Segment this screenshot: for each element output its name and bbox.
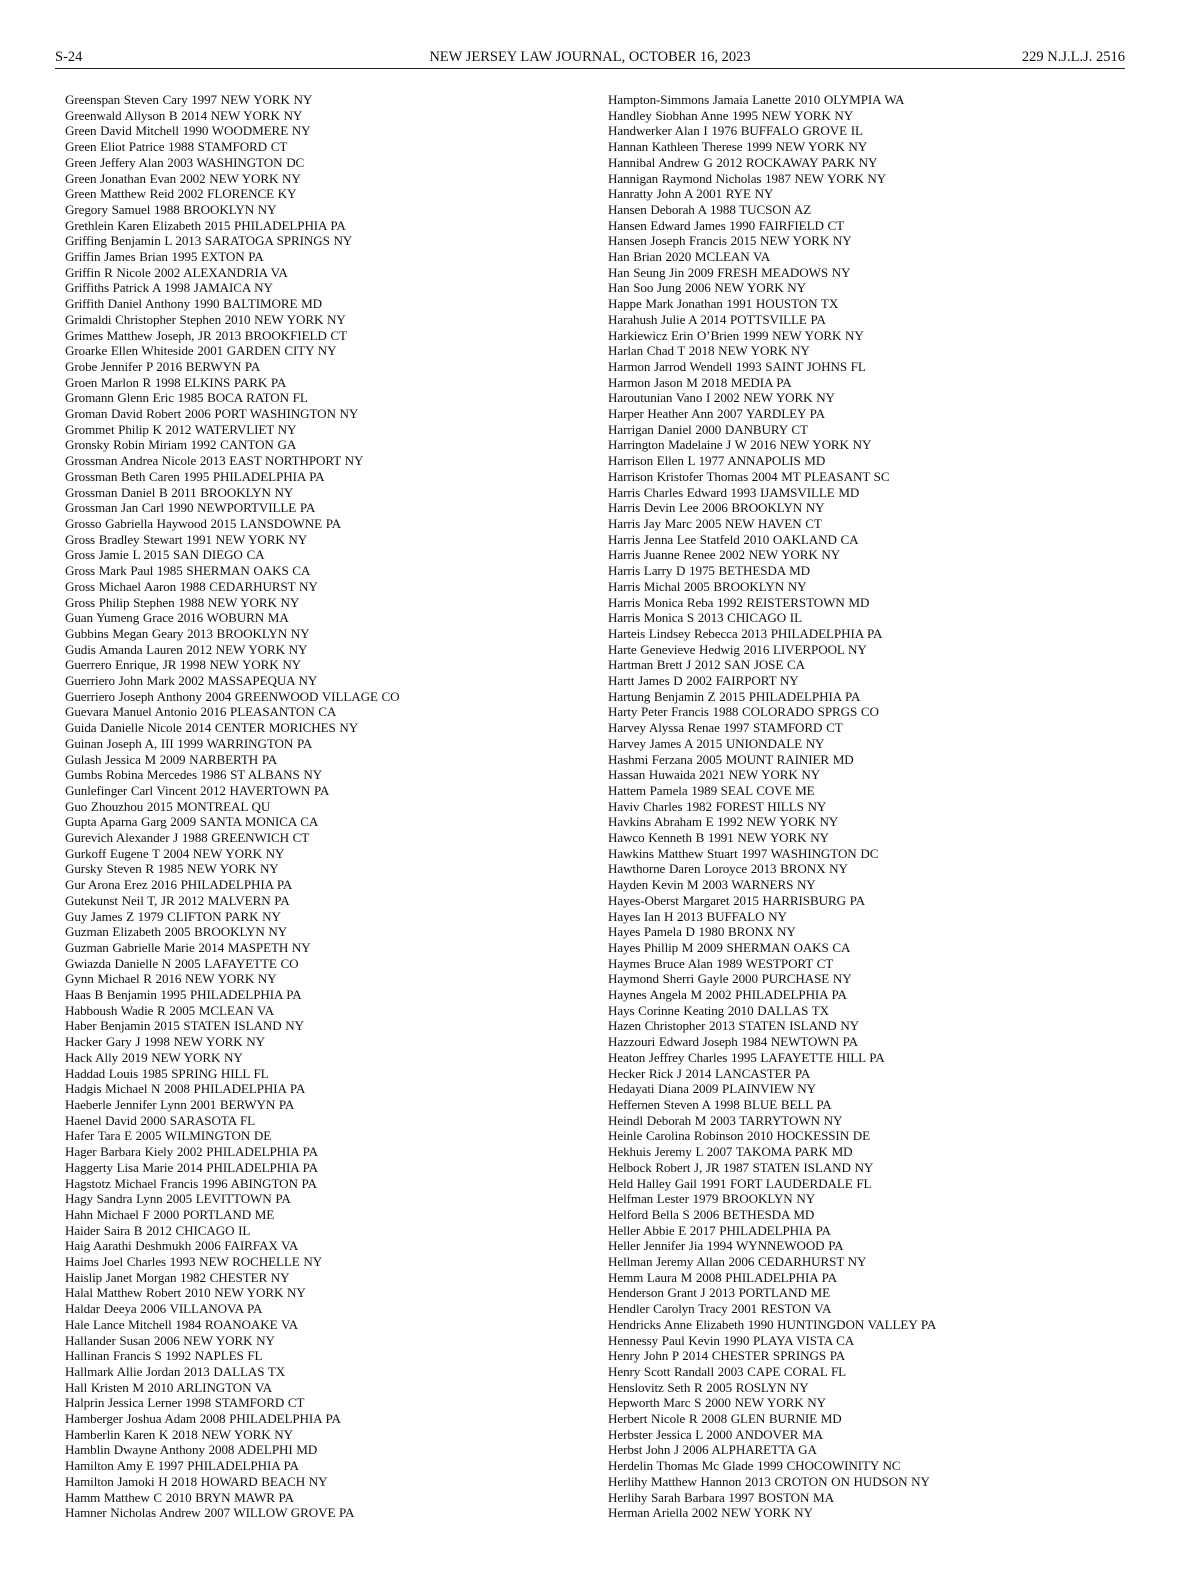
attorney-entry: Gross Jamie L 2015 SAN DIEGO CA [65,547,265,563]
attorney-entry: Hendler Carolyn Tracy 2001 RESTON VA [608,1301,832,1317]
attorney-entry: Gronsky Robin Miriam 1992 CANTON GA [65,437,297,453]
attorney-entry: Guo Zhouzhou 2015 MONTREAL QU [65,798,271,814]
attorney-entry: Guevara Manuel Antonio 2016 PLEASANTON CA [65,704,337,720]
right-column-list [608,92,936,1521]
attorney-entry: Herbert Nicole R 2008 GLEN BURNIE MD [608,1411,842,1427]
attorney-entry: Guida Danielle Nicole 2014 CENTER MORICHES NY [65,720,359,736]
attorney-entry: Gwiazda Danielle N 2005 LAFAYETTE CO [65,955,299,971]
attorney-entry: Heller Jennifer Jia 1994 WYNNEWOOD PA [608,1238,844,1254]
attorney-entry: Hale Lance Mitchell 1984 ROANOAKE VA [65,1316,298,1332]
attorney-entry: Harris Monica S 2013 CHICAGO IL [608,610,802,626]
attorney-entry: Hazen Christopher 2013 STATEN ISLAND NY [608,1018,860,1034]
attorney-entry: Herman Ariella 2002 NEW YORK NY [608,1505,813,1521]
attorney-entry: Hall Kristen M 2010 ARLINGTON VA [65,1379,272,1395]
attorney-entry: Harmon Jason M 2018 MEDIA PA [608,374,792,390]
attorney-entry: Hallinan Francis S 1992 NAPLES FL [65,1348,263,1364]
attorney-entry: Harte Genevieve Hedwig 2016 LIVERPOOL NY [608,641,867,657]
attorney-entry: Green Matthew Reid 2002 FLORENCE KY [65,186,297,202]
attorney-entry: Hayes-Oberst Margaret 2015 HARRISBURG PA [608,892,865,908]
attorney-entry: Herbst John J 2006 ALPHARETTA GA [608,1442,817,1458]
attorney-entry: Happe Mark Jonathan 1991 HOUSTON TX [608,296,839,312]
attorney-entry: Herbster Jessica L 2000 ANDOVER MA [608,1426,823,1442]
attorney-entry: Hadgis Michael N 2008 PHILADELPHIA PA [65,1081,306,1097]
attorney-entry: Griffiths Patrick A 1998 JAMAICA NY [65,280,273,296]
attorney-entry: Hallander Susan 2006 NEW YORK NY [65,1332,275,1348]
attorney-entry: Gross Philip Stephen 1988 NEW YORK NY [65,594,300,610]
attorney-entry: Hayes Ian H 2013 BUFFALO NY [608,908,787,924]
attorney-entry: Helbock Robert J, JR 1987 STATEN ISLAND NY [608,1159,874,1175]
attorney-entry: Hartung Benjamin Z 2015 PHILADELPHIA PA [608,688,861,704]
attorney-entry: Haggerty Lisa Marie 2014 PHILADELPHIA PA [65,1159,318,1175]
attorney-entry: Gross Bradley Stewart 1991 NEW YORK NY [65,531,308,547]
attorney-entry: Han Brian 2020 MCLEAN VA [608,249,771,265]
attorney-entry: Haroutunian Vano I 2002 NEW YORK NY [608,390,835,406]
attorney-entry: Gursky Steven R 1985 NEW YORK NY [65,861,279,877]
attorney-entry: Gunlefinger Carl Vincent 2012 HAVERTOWN PA [65,782,330,798]
attorney-entry: Harvey Alyssa Renae 1997 STAMFORD CT [608,720,843,736]
attorney-entry: Heller Abbie E 2017 PHILADELPHIA PA [608,1222,831,1238]
attorney-entry: Hamilton Jamoki H 2018 HOWARD BEACH NY [65,1473,328,1489]
attorney-entry: Guinan Joseph A, III 1999 WARRINGTON PA [65,735,313,751]
attorney-entry: Harris Jay Marc 2005 NEW HAVEN CT [608,515,822,531]
attorney-entry: Haldar Deeya 2006 VILLANOVA PA [65,1301,263,1317]
attorney-entry: Gregory Samuel 1988 BROOKLYN NY [65,201,277,217]
attorney-entry: Guzman Gabrielle Marie 2014 MASPETH NY [65,939,311,955]
attorney-entry: Groarke Ellen Whiteside 2001 GARDEN CITY NY [65,343,337,359]
attorney-entry: Hawco Kenneth B 1991 NEW YORK NY [608,830,829,846]
attorney-entry: Hekhuis Jeremy L 2007 TAKOMA PARK MD [608,1144,853,1160]
attorney-entry: Heffernen Steven A 1998 BLUE BELL PA [608,1097,832,1112]
attorney-entry: Hacker Gary J 1998 NEW YORK NY [65,1034,265,1050]
attorney-entry: Henry John P 2014 CHESTER SPRINGS PA [608,1348,846,1364]
attorney-entry: Haviv Charles 1982 FOREST HILLS NY [608,798,827,814]
attorney-entry: Handwerker Alan I 1976 BUFFALO GROVE IL [608,123,863,139]
attorney-entry: Haims Joel Charles 1993 NEW ROCHELLE NY [65,1254,323,1270]
attorney-entry: Guerriero Joseph Anthony 2004 GREENWOOD VILLAGE CO [65,688,400,704]
attorney-entry: Gross Mark Paul 1985 SHERMAN OAKS CA [65,563,311,579]
attorney-entry: Hawkins Matthew Stuart 1997 WASHINGTON DC [608,845,879,861]
citation: 229 N.J.L.J. 2516 [1021,49,1125,65]
attorney-entry: Hellman Jeremy Allan 2006 CEDARHURST NY [608,1254,867,1270]
attorney-entry: Haig Aarathi Deshmukh 2006 FAIRFAX VA [65,1238,299,1254]
left-column-list [65,92,400,1521]
attorney-entry: Hamner Nicholas Andrew 2007 WILLOW GROVE PA [65,1505,355,1521]
attorney-entry: Havkins Abraham E 1992 NEW YORK NY [608,814,839,830]
attorney-entry: Held Halley Gail 1991 FORT LAUDERDALE FL [608,1175,872,1191]
page-number: S-24 [55,49,83,65]
attorney-entry: Griffin R Nicole 2002 ALEXANDRIA VA [65,264,288,280]
attorney-entry: Halprin Jessica Lerner 1998 STAMFORD CT [65,1395,305,1411]
attorney-entry: Heinle Carolina Robinson 2010 HOCKESSIN DE [608,1128,870,1144]
attorney-entry: Grethlein Karen Elizabeth 2015 PHILADELPHIA PA [65,217,346,233]
attorney-entry: Green Jonathan Evan 2002 NEW YORK NY [65,170,301,186]
attorney-entry: Harris Jenna Lee Statfeld 2010 OAKLAND CA [608,531,859,547]
attorney-entry: Haeberle Jennifer Lynn 2001 BERWYN PA [65,1097,295,1112]
attorney-entry: Hamblin Dwayne Anthony 2008 ADELPHI MD [65,1442,318,1458]
attorney-entry: Henslovitz Seth R 2005 ROSLYN NY [608,1379,809,1395]
attorney-entry: Hagstotz Michael Francis 1996 ABINGTON PA [65,1175,317,1191]
attorney-entry: Harty Peter Francis 1988 COLORADO SPRGS CO [608,704,879,720]
attorney-entry: Herlihy Sarah Barbara 1997 BOSTON MA [608,1489,834,1505]
attorney-entry: Haider Saira B 2012 CHICAGO IL [65,1222,251,1238]
attorney-entry: Harahush Julie A 2014 POTTSVILLE PA [608,311,826,327]
attorney-entry: Hack Ally 2019 NEW YORK NY [65,1049,243,1065]
attorney-entry: Grimaldi Christopher Stephen 2010 NEW YORK NY [65,311,346,327]
attorney-entry: Hennessy Paul Kevin 1990 PLAYA VISTA CA [608,1332,855,1348]
attorney-entry: Haber Benjamin 2015 STATEN ISLAND NY [65,1018,304,1034]
attorney-entry: Hamilton Amy E 1997 PHILADELPHIA PA [65,1458,299,1474]
attorney-entry: Grossman Daniel B 2011 BROOKLYN NY [65,484,294,500]
attorney-entry: Hannan Kathleen Therese 1999 NEW YORK NY [608,139,868,155]
attorney-entry: Hazzouri Edward Joseph 1984 NEWTOWN PA [608,1034,858,1050]
attorney-entry: Griffing Benjamin L 2013 SARATOGA SPRINGS NY [65,233,353,249]
attorney-entry: Hahn Michael F 2000 PORTLAND ME [65,1206,275,1222]
attorney-entry: Green Jeffery Alan 2003 WASHINGTON DC [65,154,305,170]
publication-title: NEW JERSEY LAW JOURNAL, OCTOBER 16, 2023 [429,49,751,65]
attorney-entry: Harvey James A 2015 UNIONDALE NY [608,735,825,751]
attorney-entry: Guzman Elizabeth 2005 BROOKLYN NY [65,924,288,940]
attorney-entry: Herlihy Matthew Hannon 2013 CROTON ON HUDSON NY [608,1473,930,1489]
attorney-entry: Gromann Glenn Eric 1985 BOCA RATON FL [65,390,308,406]
attorney-entry: Helfman Lester 1979 BROOKLYN NY [608,1191,816,1207]
attorney-entry: Hansen Edward James 1990 FAIRFIELD CT [608,217,845,233]
attorney-entry: Grobe Jennifer P 2016 BERWYN PA [65,358,261,374]
attorney-entry: Harris Charles Edward 1993 IJAMSVILLE MD [608,484,860,500]
attorney-entry: Harrington Madelaine J W 2016 NEW YORK NY [608,437,872,453]
attorney-entry: Hayden Kevin M 2003 WARNERS NY [608,877,816,893]
attorney-entry: Hecker Rick J 2014 LANCASTER PA [608,1065,811,1081]
attorney-entry: Haynes Angela M 2002 PHILADELPHIA PA [608,987,847,1003]
attorney-entry: Halal Matthew Robert 2010 NEW YORK NY [65,1285,306,1301]
attorney-entry: Grommet Philip K 2012 WATERVLIET NY [65,421,297,437]
attorney-entry: Hamberger Joshua Adam 2008 PHILADELPHIA PA [65,1411,341,1427]
attorney-entry: Grossman Andrea Nicole 2013 EAST NORTHPORT NY [65,453,364,469]
attorney-entry: Hays Corinne Keating 2010 DALLAS TX [608,1002,829,1018]
attorney-entry: Hartman Brett J 2012 SAN JOSE CA [608,657,805,673]
attorney-entry: Heaton Jeffrey Charles 1995 LAFAYETTE HILL PA [608,1049,885,1065]
attorney-entry: Haenel David 2000 SARASOTA FL [65,1112,256,1128]
attorney-entry: Guerrero Enrique, JR 1998 NEW YORK NY [65,657,302,673]
attorney-entry: Gurevich Alexander J 1988 GREENWICH CT [65,830,310,846]
attorney-entry: Hallmark Allie Jordan 2013 DALLAS TX [65,1363,286,1379]
attorney-entry: Gutekunst Neil T, JR 2012 MALVERN PA [65,892,290,908]
attorney-entry: Hendricks Anne Elizabeth 1990 HUNTINGDON VALLEY PA [608,1316,937,1332]
attorney-entry: Hanratty John A 2001 RYE NY [608,186,774,202]
attorney-entry: Hampton-Simmons Jamaia Lanette 2010 OLYMPIA WA [608,92,905,107]
attorney-entry: Harris Michal 2005 BROOKLYN NY [608,578,807,594]
attorney-entry: Groman David Robert 2006 PORT WASHINGTON NY [65,406,359,422]
page-header [55,48,1125,69]
attorney-entry: Greenwald Allyson B 2014 NEW YORK NY [65,107,303,123]
attorney-entry: Handley Siobhan Anne 1995 NEW YORK NY [608,107,854,123]
attorney-entry: Hagy Sandra Lynn 2005 LEVITTOWN PA [65,1191,291,1207]
attorney-entry: Harris Juanne Renee 2002 NEW YORK NY [608,547,841,563]
attorney-entry: Helford Bella S 2006 BETHESDA MD [608,1206,815,1222]
attorney-entry: Harkiewicz Erin O’Brien 1999 NEW YORK NY [608,327,864,343]
attorney-entry: Harris Devin Lee 2006 BROOKLYN NY [608,500,825,516]
attorney-entry: Han Seung Jin 2009 FRESH MEADOWS NY [608,264,851,280]
attorney-entry: Hayes Pamela D 1980 BRONX NY [608,924,796,940]
attorney-entry: Grosso Gabriella Haywood 2015 LANSDOWNE PA [65,515,342,531]
attorney-entry: Hemm Laura M 2008 PHILADELPHIA PA [608,1269,837,1285]
attorney-entry: Han Soo Jung 2006 NEW YORK NY [608,280,806,296]
attorney-entry: Hafer Tara E 2005 WILMINGTON DE [65,1128,272,1144]
attorney-entry: Harmon Jarrod Wendell 1993 SAINT JOHNS FL [608,358,866,374]
attorney-entry: Hamm Matthew C 2010 BRYN MAWR PA [65,1489,294,1505]
attorney-entry: Harrison Kristofer Thomas 2004 MT PLEASANT SC [608,468,890,484]
attorney-entry: Gupta Aparna Garg 2009 SANTA MONICA CA [65,814,319,830]
attorney-entry: Hansen Deborah A 1988 TUCSON AZ [608,201,812,217]
attorney-entry: Hayes Phillip M 2009 SHERMAN OAKS CA [608,939,851,955]
attorney-entry: Herdelin Thomas Mc Glade 1999 CHOCOWINITY NC [608,1458,901,1474]
attorney-entry: Hawthorne Daren Loroyce 2013 BRONX NY [608,861,848,877]
attorney-entry: Harper Heather Ann 2007 YARDLEY PA [608,406,825,422]
attorney-entry: Griffith Daniel Anthony 1990 BALTIMORE MD [65,296,322,312]
attorney-entry: Harteis Lindsey Rebecca 2013 PHILADELPHIA PA [608,625,883,641]
attorney-entry: Hansen Joseph Francis 2015 NEW YORK NY [608,233,852,249]
attorney-entry: Hashmi Ferzana 2005 MOUNT RAINIER MD [608,751,854,767]
attorney-entry: Groen Marlon R 1998 ELKINS PARK PA [65,374,287,390]
attorney-entry: Harris Larry D 1975 BETHESDA MD [608,563,810,579]
attorney-entry: Guy James Z 1979 CLIFTON PARK NY [65,908,281,924]
attorney-entry: Henry Scott Randall 2003 CAPE CORAL FL [608,1363,847,1379]
attorney-entry: Haislip Janet Morgan 1982 CHESTER NY [65,1269,290,1285]
attorney-entry: Hattem Pamela 1989 SEAL COVE ME [608,782,815,798]
attorney-entry: Harrison Ellen L 1977 ANNAPOLIS MD [608,453,826,469]
attorney-entry: Gross Michael Aaron 1988 CEDARHURST NY [65,578,318,594]
attorney-entry: Gynn Michael R 2016 NEW YORK NY [65,971,277,987]
attorney-entry: Grossman Jan Carl 1990 NEWPORTVILLE PA [65,500,316,516]
attorney-entry: Greenspan Steven Cary 1997 NEW YORK NY [65,92,313,107]
attorney-entry: Grossman Beth Caren 1995 PHILADELPHIA PA [65,468,325,484]
attorney-entry: Green Eliot Patrice 1988 STAMFORD CT [65,139,288,155]
attorney-entry: Haddad Louis 1985 SPRING HILL FL [65,1065,269,1081]
attorney-entry: Hedayati Diana 2009 PLAINVIEW NY [608,1081,817,1097]
attorney-entry: Haymes Bruce Alan 1989 WESTPORT CT [608,955,834,971]
attorney-entry: Green David Mitchell 1990 WOODMERE NY [65,123,311,139]
attorney-entry: Habboush Wadie R 2005 MCLEAN VA [65,1002,274,1018]
attorney-entry: Heindl Deborah M 2003 TARRYTOWN NY [608,1112,843,1128]
attorney-entry: Gudis Amanda Lauren 2012 NEW YORK NY [65,641,308,657]
attorney-entry: Henderson Grant J 2013 PORTLAND ME [608,1285,830,1301]
attorney-entry: Hannigan Raymond Nicholas 1987 NEW YORK NY [608,170,887,186]
attorney-entry: Gur Arona Erez 2016 PHILADELPHIA PA [65,877,293,893]
attorney-entry: Harlan Chad T 2018 NEW YORK NY [608,343,810,359]
attorney-entry: Hannibal Andrew G 2012 ROCKAWAY PARK NY [608,154,878,170]
attorney-entry: Haas B Benjamin 1995 PHILADELPHIA PA [65,987,302,1003]
attorney-entry: Hartt James D 2002 FAIRPORT NY [608,673,799,689]
attorney-entry: Gulash Jessica M 2009 NARBERTH PA [65,751,278,767]
attorney-entry: Guan Yumeng Grace 2016 WOBURN MA [65,610,289,626]
attorney-entry: Gubbins Megan Geary 2013 BROOKLYN NY [65,625,310,641]
attorney-entry: Hassan Huwaida 2021 NEW YORK NY [608,767,821,783]
attorney-entry: Hamberlin Karen K 2018 NEW YORK NY [65,1426,293,1442]
attorney-entry: Harris Monica Reba 1992 REISTERSTOWN MD [608,594,870,610]
attorney-entry: Grimes Matthew Joseph, JR 2013 BROOKFIELD CT [65,327,347,343]
attorney-entry: Gumbs Robina Mercedes 1986 ST ALBANS NY [65,767,323,783]
attorney-entry: Hepworth Marc S 2000 NEW YORK NY [608,1395,827,1411]
attorney-entry: Gurkoff Eugene T 2004 NEW YORK NY [65,845,285,861]
attorney-entry: Haymond Sherri Gayle 2000 PURCHASE NY [608,971,852,987]
attorney-entry: Harrigan Daniel 2000 DANBURY CT [608,421,808,437]
attorney-entry: Hager Barbara Kiely 2002 PHILADELPHIA PA [65,1144,318,1160]
attorney-entry: Guerriero John Mark 2002 MASSAPEQUA NY [65,673,318,689]
attorney-entry: Griffin James Brian 1995 EXTON PA [65,249,264,265]
